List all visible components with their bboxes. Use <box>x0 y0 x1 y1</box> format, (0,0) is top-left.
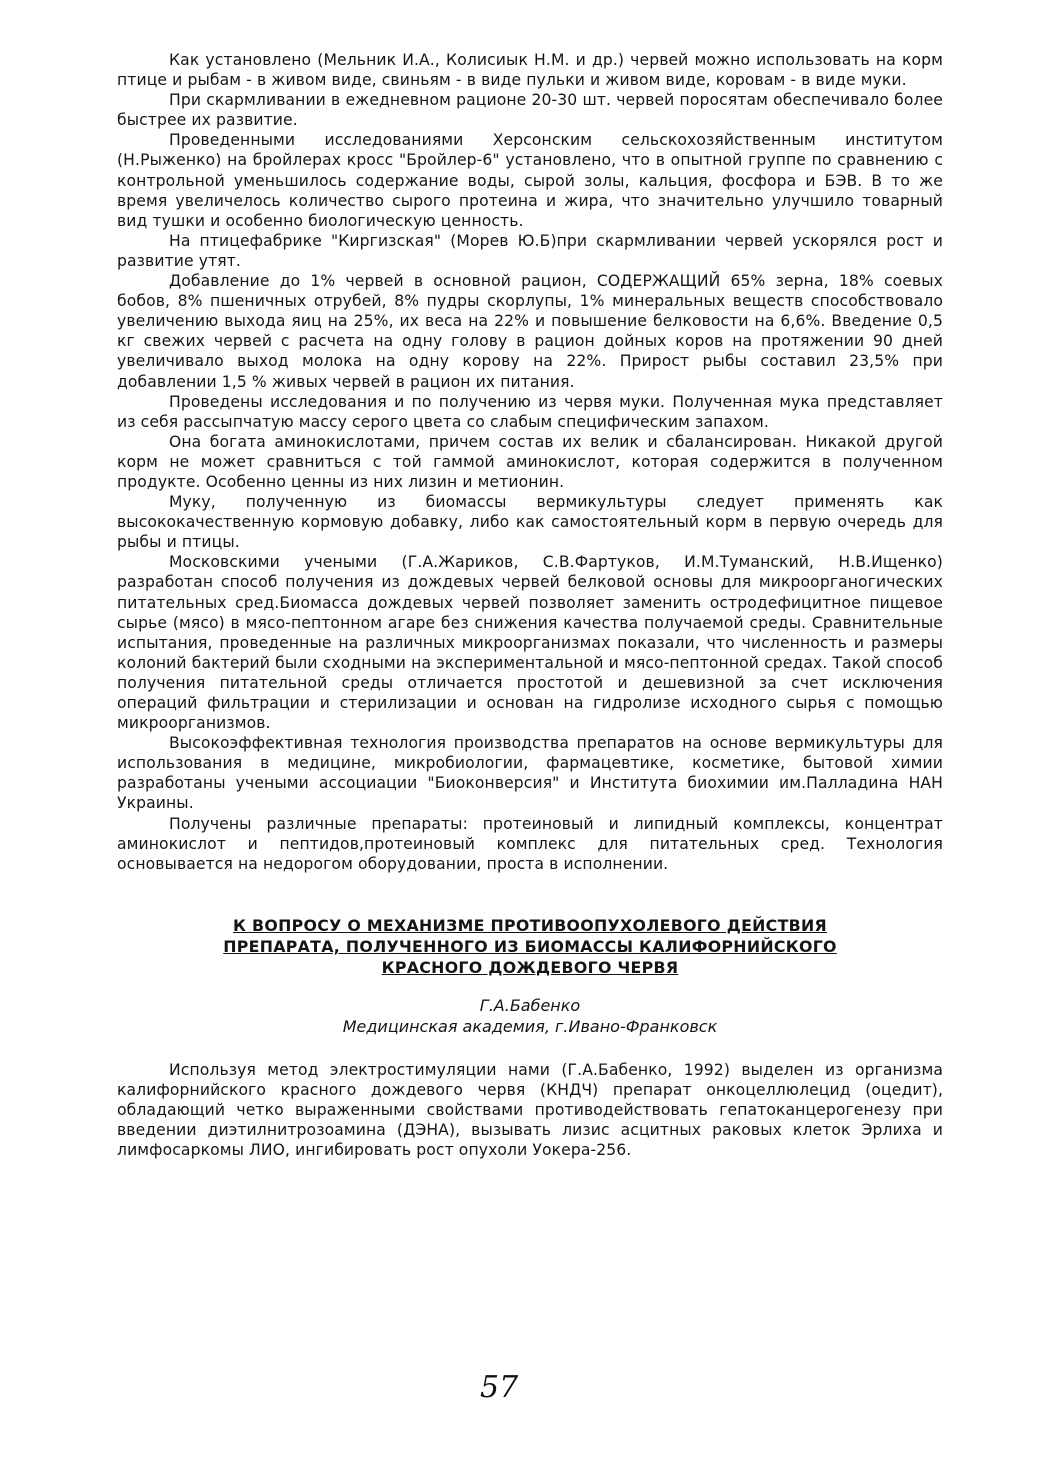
section-title <box>117 915 943 978</box>
paragraph-piglets: При скармливании в ежедневном рационе 20-30 шт. червей поросятам обеспечивало более быстрее их развитие. <box>117 91 943 130</box>
article-author: Г.А.Бабенко <box>479 995 581 1015</box>
section-title-line-1: К ВОПРОСУ О МЕХАНИЗМЕ ПРОТИВООПУХОЛЕВОГО ДЕЙСТВИЯ <box>233 915 827 935</box>
paragraph-obtained-preparations: Получены различные препараты: протеиновый и липидный комплексы, концентрат аминокислот и пептидов,протеиновый комплекс для питательных сред. Технология основывается на недорогом оборудовании, проста в исполнении. <box>117 814 943 873</box>
section-title-line-3: КРАСНОГО ДОЖДЕВОГО ЧЕРВЯ <box>381 957 679 977</box>
paragraph-ration-additive: Добавление до 1% червей в основной рацион, СОДЕРЖАЩИЙ 65% зерна, 18% соевых бобов, 8% пшеничных отрубей, 8% пудры скорлупы, 1% минеральных веществ способствовало увеличению выхода яиц на 25%, их веса на 22% и повышение белковости на 6,6%. Введение 0,5 кг свежих червей с расчета на одну голову в рацион дойных коров на протяжении 90 дней увеличивало выход молока на одну корову на 22%. Прирост рыбы составил 23,5% при добавлении 1,5 % живых червей в рацион их питания. <box>117 272 943 391</box>
paragraph-kherson-broilers: Проведенными исследованиями Херсонским сельскохозяйственным институтом (Н.Рыженко) на бройлерах кросс "Бройлер-6" установлено, что в опытной группе по сравнению с контрольной уменьшилось содержание воды, сырой золы, кальция, фосфора и БЭВ. В то же время увеличелось количество сырого протеина и жира, что значительно улучшило товарный вид тушки и особенно биологическую ценность. <box>117 131 943 230</box>
paragraph-worm-flour: Проведены исследования и по получению из червя муки. Полученная мука представляет из себя рассыпчатую массу серого цвета со слабым специфическим запахом. <box>117 392 943 431</box>
paragraph-feeding-worms: Как установлено (Мельник И.А., Колисиык Н.М. и др.) червей можно использовать на корм птице и рыбам - в живом виде, свиньям - в виде пульки и живом виде, коровам - в виде муки. <box>117 51 943 90</box>
paragraph-amino-acids: Она богата аминокислотами, причем состав их велик и сбалансирован. Никакой другой корм не может сравниться с той гаммой аминокислот, которая содержится в полученном продукте. Особенно ценны из них лизин и метионин. <box>117 432 943 491</box>
spacer <box>117 1037 943 1060</box>
document-page <box>117 50 943 1160</box>
article-affiliation: Медицинская академия, г.Ивано-Франковск <box>342 1016 718 1036</box>
paragraph-kirgizskaya-ducklings: На птицефабрике "Киргизская" (Морев Ю.Б)при скармливании червей ускорялся рост и развитие утят. <box>117 231 943 270</box>
paragraph-feed-supplement: Муку, полученную из биомассы вермикультуры следует применять как высококачественную кормовую добавку, либо как самостоятельный корм в первую очередь для рыбы и птицы. <box>117 493 943 552</box>
paragraph-electrostimulation: Используя метод электростимуляции нами (Г.А.Бабенко, 1992) выделен из организма калифорнийского красного дождевого червя (КНДЧ) препарат онкоцеллюлецид (оцедит), обладающий четко выраженными свойствами противодействовать гепатоканцерогенезу при введении диэтилнитрозоамина (ДЭНА), вызывать лизис асцитных раковых клеток Эрлиха и лимфосаркомы ЛИО, ингибировать рост опухоли Уокера-256. <box>117 1060 943 1160</box>
paragraph-high-tech-preparations: Высокоэффективная технология производства препаратов на основе вермикультуры для использования в медицине, микробиологии, фармацевтике, косметике, бытовой химии разработаны учеными ассоциации "Биоконверсия" и Института биохимии им.Палладина НАН Украины. <box>117 734 943 813</box>
page-number: 57 <box>480 1370 519 1405</box>
paragraph-moscow-scientists: Московскими учеными (Г.А.Жариков, С.В.Фартуков, И.М.Туманский, Н.В.Ищенко) разработан способ получения из дождевых червей белковой основы для микроорганогических питательных сред.Биомасса дождевых червей позволяет заменить остродефицитное пищевое сырье (мясо) в мясо-пептонном агаре без снижения качества получаемой среды. Сравнительные испытания, проведенные на различных микроорганизмах показали, что численность и размеры колоний бактерий были сходными на экспериментальной и мясо-пептонной средах. Такой способ получения питательной среды отличается простотой и дешевизной за счет исключения операций фильтрации и стерилизации и основан на гидролизе исходного сырья с помощью микроорганизмов. <box>117 553 943 733</box>
section-title-line-2: ПРЕПАРАТА, ПОЛУЧЕННОГО ИЗ БИОМАССЫ КАЛИФОРНИЙСКОГО <box>223 936 837 956</box>
